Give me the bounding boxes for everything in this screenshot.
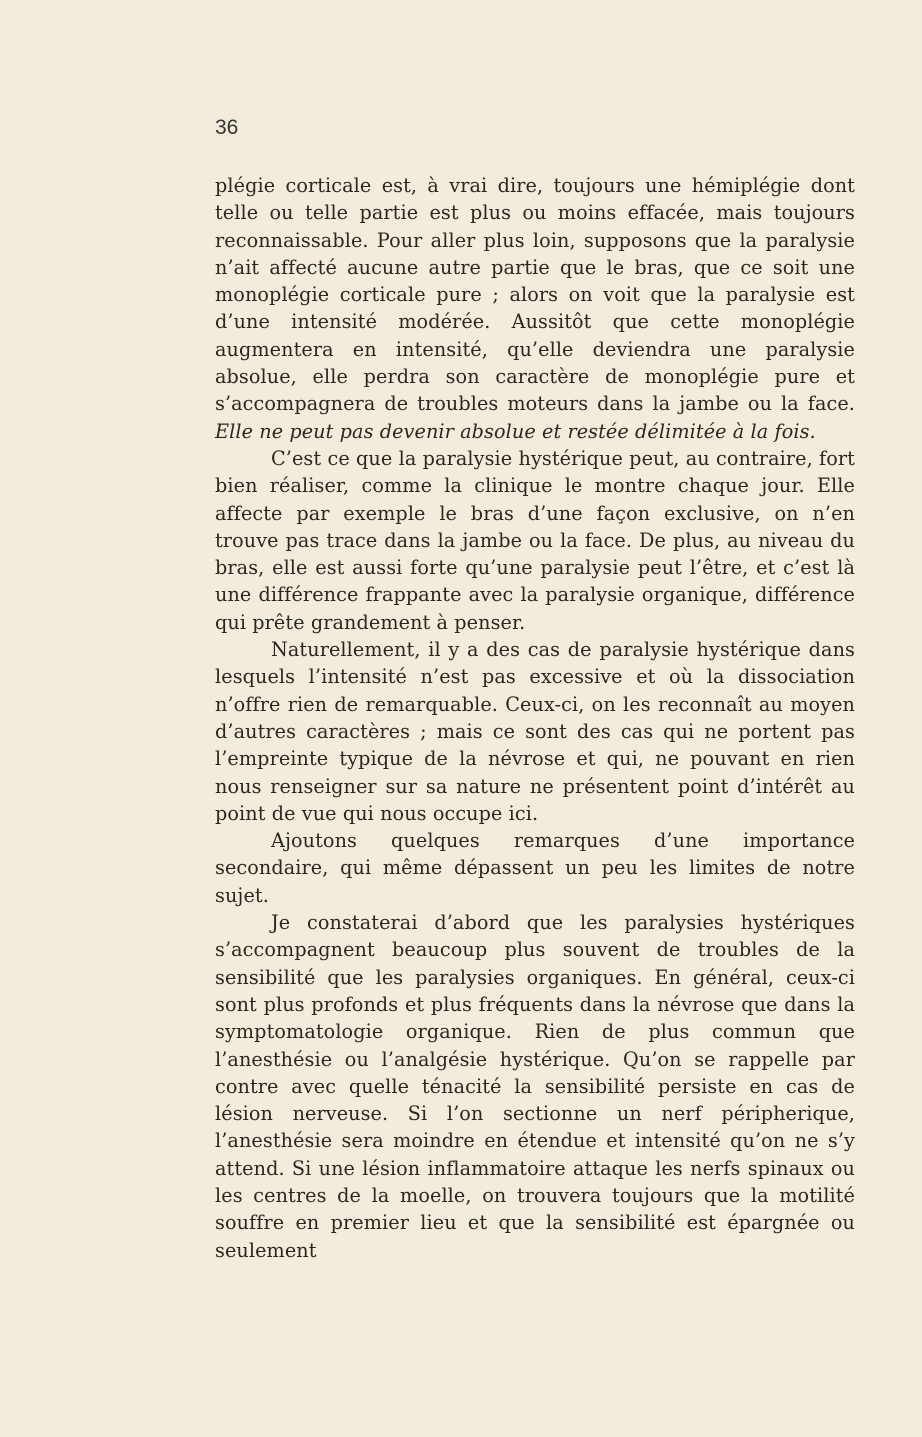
paragraph-5: Je constaterai d’abord que les paralysies hystériques s’accompagnent beaucoup plus souvent de troubles de la sensibilité que les paralysies organiques. En général, ceux-ci sont plus profonds et plus fréquents dans la névrose que dans la symptomatologie organique. Rien de plus commun que l’anesthésie ou l’analgésie hystérique. Qu’on se rappelle par contre avec quelle ténacité la sensibilité persiste en cas de lésion nerveuse. Si l’on sectionne un nerf péripherique, l’anesthésie sera moindre en étendue et intensité qu’on ne s’y attend. Si une lésion inflammatoire attaque les nerfs spinaux ou les centres de la moelle, on trouvera toujours que la motilité souffre en premier lieu et que la sensibilité est épargnée ou seulement [215,911,855,1262]
page-number: 36 [215,116,239,139]
paragraph-3: Naturellement, il y a des cas de paralysie hystérique dans lesquels l’intensité n’est pas excessive et où la dissociation n’offre rien de remarquable. Ceux-ci, on les reconnaît au moyen d’autres caractères ; mais ce sont des cas qui ne portent pas l’empreinte typique de la névrose et qui, ne pouvant en rien nous renseigner sur sa nature ne présentent point d’intérêt au point de vue qui nous occupe ici. [215,638,855,825]
paragraph-1 [215,172,855,445]
body-text [215,172,855,1264]
paragraph-2: C’est ce que la paralysie hystérique peut, au contraire, fort bien réaliser, comme la clinique le montre chaque jour. Elle affecte par exemple le bras d’une façon exclusive, on n’en trouve pas trace dans la jambe ou la face. De plus, au niveau du bras, elle est aussi forte qu’une paralysie peut l’être, et c’est là une différence frappante avec la paralysie organique, différence qui prête grandement à penser. [215,446,855,634]
paragraph-4: Ajoutons quelques remarques d’une importance secondaire, qui même dépassent un peu les limites de notre sujet. [215,829,855,907]
paragraph-1-text: plégie corticale est, à vrai dire, toujours une hémiplégie dont telle ou telle partie est plus ou moins effacée, mais toujours reconnaissable. Pour aller plus loin, supposons que la paralysie n’ait affecté aucune autre partie que le bras, que ce soit une monoplégie corticale pure ; alors on voit que la paralysie est d’une intensité modérée. Aussitôt que cette monoplégie augmentera en intensité, qu’elle deviendra une paralysie absolue, elle perdra son caractère de monoplégie pure et s’accompagnera de troubles moteurs dans la jambe ou la face. [215,174,855,416]
paragraph-1-italic-sentence: Elle ne peut pas devenir absolue et restée délimitée à la fois. [215,419,816,443]
